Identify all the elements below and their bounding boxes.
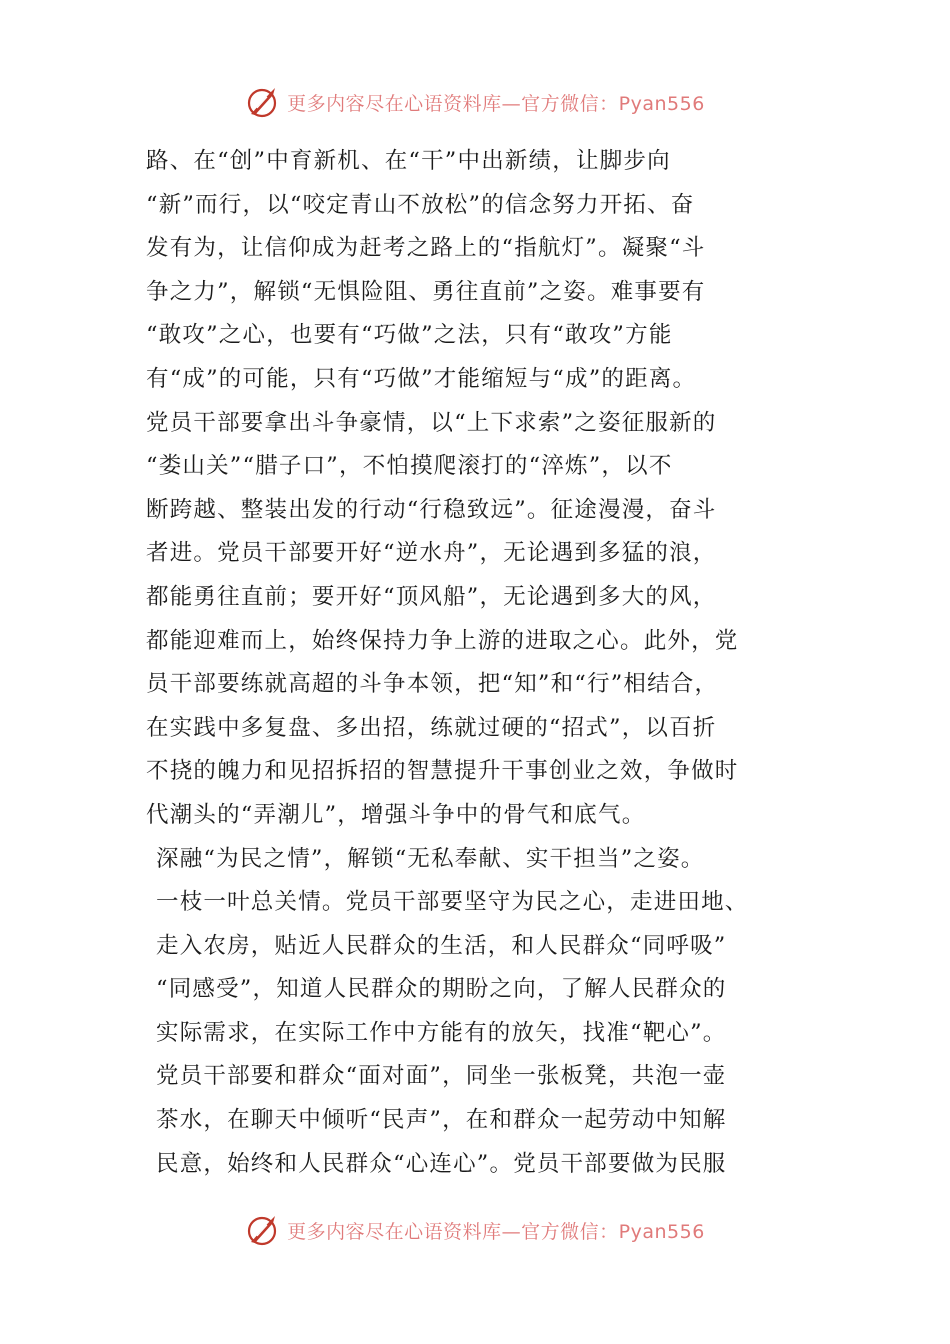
banner-text: 更多内容尽在心语资料库—官方微信：Pyan556 [287,1220,705,1243]
text-line: 断跨越、整装出发的行动“行稳致远”。征途漫漫，奋斗 [146,496,717,523]
text-line: 实际需求，在实际工作中方能有的放矢，找准“靶心”。 [156,1019,727,1046]
text-line: 一枝一叶总关情。党员干部要坚守为民之心，走进田地、 [156,889,749,916]
text-line: 不挠的魄力和见招拆招的智慧提升干事创业之效，争做时 [146,758,739,785]
text-line: “敢攻”之心，也要有“巧做”之法，只有“敢攻”方能 [146,322,673,349]
text-line: 争之力”，解锁“无惧险阻、勇往直前”之姿。难事要有 [146,278,706,305]
text-line: 员干部要练就高超的斗争本领，把“知”和“行”相结合， [146,671,719,698]
text-line: 党员干部要和群众“面对面”，同坐一张板凳，共泡一壶 [156,1063,727,1090]
text-line: 都能迎难而上，始终保持力争上游的进取之心。此外，党 [146,627,739,654]
text-line: 民意，始终和人民群众“心连心”。党员干部要做为民服 [156,1150,727,1177]
text-line: 党员干部要拿出斗争豪情，以“上下求索”之姿征服新的 [146,409,717,436]
text-line: 者进。党员干部要开好“逆水舟”，无论遇到多猛的浪， [146,540,717,567]
footer-banner [0,1210,950,1250]
text-line: 走入农房，贴近人民群众的生活，和人民群众“同呼吸” [156,932,727,959]
banner-text: 更多内容尽在心语资料库—官方微信：Pyan556 [287,92,705,115]
banner-brand: Pyan556 [618,92,705,115]
document-body [146,140,806,1186]
text-line: “新”而行，以“咬定青山不放松”的信念努力开拓、奋 [146,191,695,218]
text-line: “同感受”，知道人民群众的期盼之向，了解人民群众的 [156,976,727,1003]
text-line: 发有为，让信仰成为赶考之路上的“指航灯”。凝聚“斗 [146,235,706,262]
banner-brand: Pyan556 [618,1220,705,1243]
text-line: 路、在“创”中育新机、在“干”中出新绩，让脚步向 [146,148,671,174]
text-line: “娄山关”“腊子口”，不怕摸爬滚打的“淬炼”，以不 [146,453,673,480]
pen-circle-logo-icon [245,84,281,120]
pen-circle-logo-icon [245,1212,281,1248]
text-line: 深融“为民之情”，解锁“无私奉献、实干担当”之姿。 [156,845,705,872]
text-line: 有“成”的可能，只有“巧做”才能缩短与“成”的距离。 [146,365,697,392]
text-line: 代潮头的“弄潮儿”，增强斗争中的骨气和底气。 [146,801,646,828]
text-line: 茶水，在聊天中倾听“民声”，在和群众一起劳动中知解 [156,1107,727,1134]
text-line: 都能勇往直前；要开好“顶风船”，无论遇到多大的风， [146,583,717,610]
header-banner [0,82,950,122]
text-line: 在实践中多复盘、多出招，练就过硬的“招式”，以百折 [146,714,717,741]
